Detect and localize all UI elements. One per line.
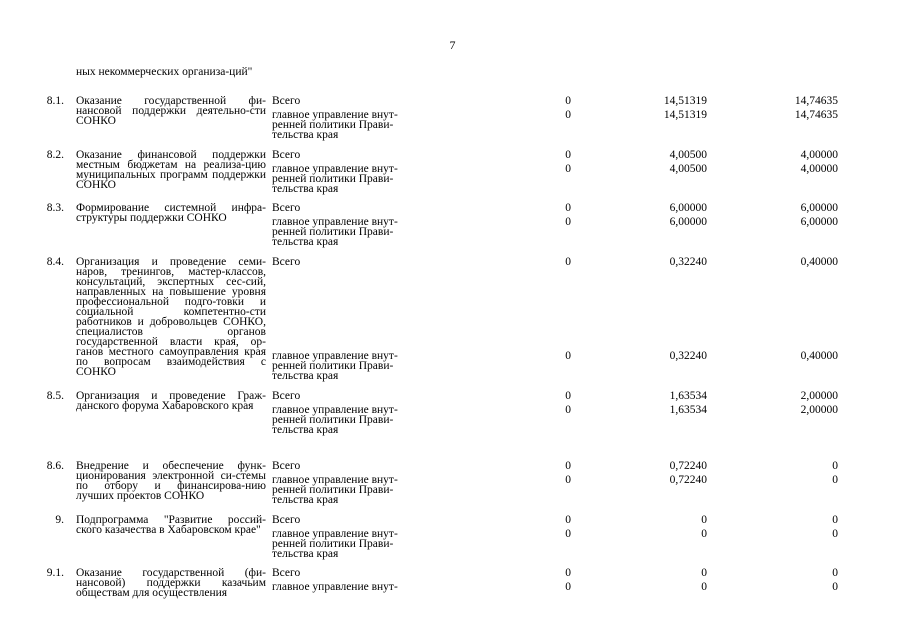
row-description: Организация и проведение Граж-данского форума Хабаровского края: [76, 390, 266, 412]
value-column-1: 0: [565, 390, 571, 402]
funding-source: Всего: [272, 149, 301, 161]
value-column-1: 0: [565, 514, 571, 526]
value-column-1: 0: [565, 216, 571, 228]
funding-line: [272, 528, 872, 560]
row-number: 8.3.: [46, 202, 64, 214]
funding-line: [272, 109, 872, 141]
funding-source: главное управление внут-ренней политики Прави-тельства края: [272, 163, 398, 195]
value-column-1: 0: [565, 109, 571, 121]
funding-line: [272, 163, 872, 195]
funding-line: [272, 257, 872, 269]
value-column-3: 14,74635: [794, 109, 838, 121]
value-column-1: 0: [565, 95, 571, 107]
funding-line: [272, 515, 872, 527]
funding-line: [272, 582, 872, 594]
value-column-1: 0: [565, 460, 571, 472]
value-column-2: 4,00500: [669, 163, 707, 175]
value-column-2: 4,00500: [669, 149, 707, 161]
funding-source: Всего: [272, 256, 301, 268]
value-column-3: 4,00000: [800, 149, 838, 161]
funding-source: главное управление внут-ренней политики Прави-тельства края: [272, 350, 398, 382]
funding-line: [272, 96, 872, 108]
funding-line: [272, 461, 872, 473]
funding-source: Всего: [272, 95, 301, 107]
funding-line: [272, 203, 872, 215]
value-column-1: 0: [565, 474, 571, 486]
row-number: 8.1.: [46, 95, 64, 107]
row-number: 8.5.: [46, 390, 64, 402]
value-column-2: 6,00000: [669, 216, 707, 228]
funding-line: [272, 568, 872, 580]
value-column-3: 0: [832, 474, 838, 486]
row-description: Оказание финансовой поддержки местным бюджетам на реализа-цию муниципальных программ поддержки СОНКО: [76, 149, 266, 191]
funding-source: главное управление внут-ренней политики Прави-тельства края: [272, 474, 398, 506]
value-column-2: 0: [701, 567, 707, 579]
value-column-3: 0,40000: [800, 350, 838, 362]
row-number: 9.: [55, 514, 64, 526]
funding-line: [272, 150, 872, 162]
value-column-1: 0: [565, 567, 571, 579]
value-column-1: 0: [565, 528, 571, 540]
value-column-2: 14,51319: [663, 109, 707, 121]
row-description: Оказание государственной фи-нансовой поддержки деятельно-сти СОНКО: [76, 95, 266, 127]
value-column-1: 0: [565, 256, 571, 268]
funding-source: Всего: [272, 460, 301, 472]
funding-source: Всего: [272, 514, 301, 526]
value-column-1: 0: [565, 149, 571, 161]
value-column-3: 0: [832, 514, 838, 526]
funding-line: [272, 391, 872, 403]
value-column-3: 2,00000: [800, 404, 838, 416]
value-column-1: 0: [565, 581, 571, 593]
value-column-2: 0,72240: [669, 474, 707, 486]
funding-source: главное управление внут-ренней политики Прави-тельства края: [272, 109, 398, 141]
row-number: 8.6.: [46, 460, 64, 472]
value-column-3: 6,00000: [800, 202, 838, 214]
funding-line: [272, 350, 872, 382]
funding-source: главное управление внут-ренней политики Прави-тельства края: [272, 528, 398, 560]
value-column-3: 0: [832, 567, 838, 579]
funding-source: Всего: [272, 390, 301, 402]
value-column-2: 0,32240: [669, 350, 707, 362]
page-number: 7: [449, 38, 456, 52]
value-column-3: 0: [832, 460, 838, 472]
value-column-3: 6,00000: [800, 216, 838, 228]
value-column-2: 0: [701, 581, 707, 593]
value-column-3: 0,40000: [800, 256, 838, 268]
funding-line: [272, 404, 872, 436]
row-number: 9.1.: [46, 567, 64, 579]
row-description: Внедрение и обеспечение функ-ционирования электронной си-стемы по отбору и финансирова-нию лучших проектов СОНКО: [76, 460, 266, 502]
row-description: Оказание государственной (фи-нансовой) поддержки казачьим обществам для осуществления: [76, 567, 266, 599]
value-column-2: 0,72240: [669, 460, 707, 472]
value-column-3: 4,00000: [800, 163, 838, 175]
funding-source: Всего: [272, 567, 301, 579]
value-column-2: 1,63534: [669, 390, 707, 402]
row-number: 8.4.: [46, 256, 64, 268]
value-column-2: 6,00000: [669, 202, 707, 214]
funding-source: главное управление внут-: [272, 581, 398, 593]
funding-source: главное управление внут-ренней политики Прави-тельства края: [272, 216, 398, 248]
value-column-1: 0: [565, 404, 571, 416]
value-column-2: 0: [701, 528, 707, 540]
funding-source: главное управление внут-ренней политики Прави-тельства края: [272, 404, 398, 436]
row-number: 8.2.: [46, 149, 64, 161]
value-column-3: 2,00000: [800, 390, 838, 402]
value-column-2: 1,63534: [669, 404, 707, 416]
value-column-3: 14,74635: [794, 95, 838, 107]
funding-source: Всего: [272, 202, 301, 214]
value-column-1: 0: [565, 202, 571, 214]
row-description: ных некоммерческих организа-ций": [76, 66, 253, 78]
funding-line: [272, 474, 872, 506]
row-description: Организация и проведение семи-наров, тренингов, мастер-классов, консультаций, экспертных сес-сий, направленных на повышение уровня профессиональной подго-товки и социальной компетентно-сти работников и добровольцев СОНКО, специалистов органов государственной власти края, ор-ганов местного самоуправления края по вопросам взаимодействия с СОНКО: [76, 256, 266, 378]
funding-line: [272, 216, 872, 248]
value-column-3: 0: [832, 581, 838, 593]
value-column-1: 0: [565, 163, 571, 175]
row-description: Формирование системной инфра-структуры поддержки СОНКО: [76, 202, 266, 224]
value-column-2: 14,51319: [663, 95, 707, 107]
value-column-2: 0: [701, 514, 707, 526]
value-column-1: 0: [565, 350, 571, 362]
value-column-2: 0,32240: [669, 256, 707, 268]
value-column-3: 0: [832, 528, 838, 540]
row-description: Подпрограмма "Развитие россий-ского казачества в Хабаровском крае": [76, 514, 266, 536]
